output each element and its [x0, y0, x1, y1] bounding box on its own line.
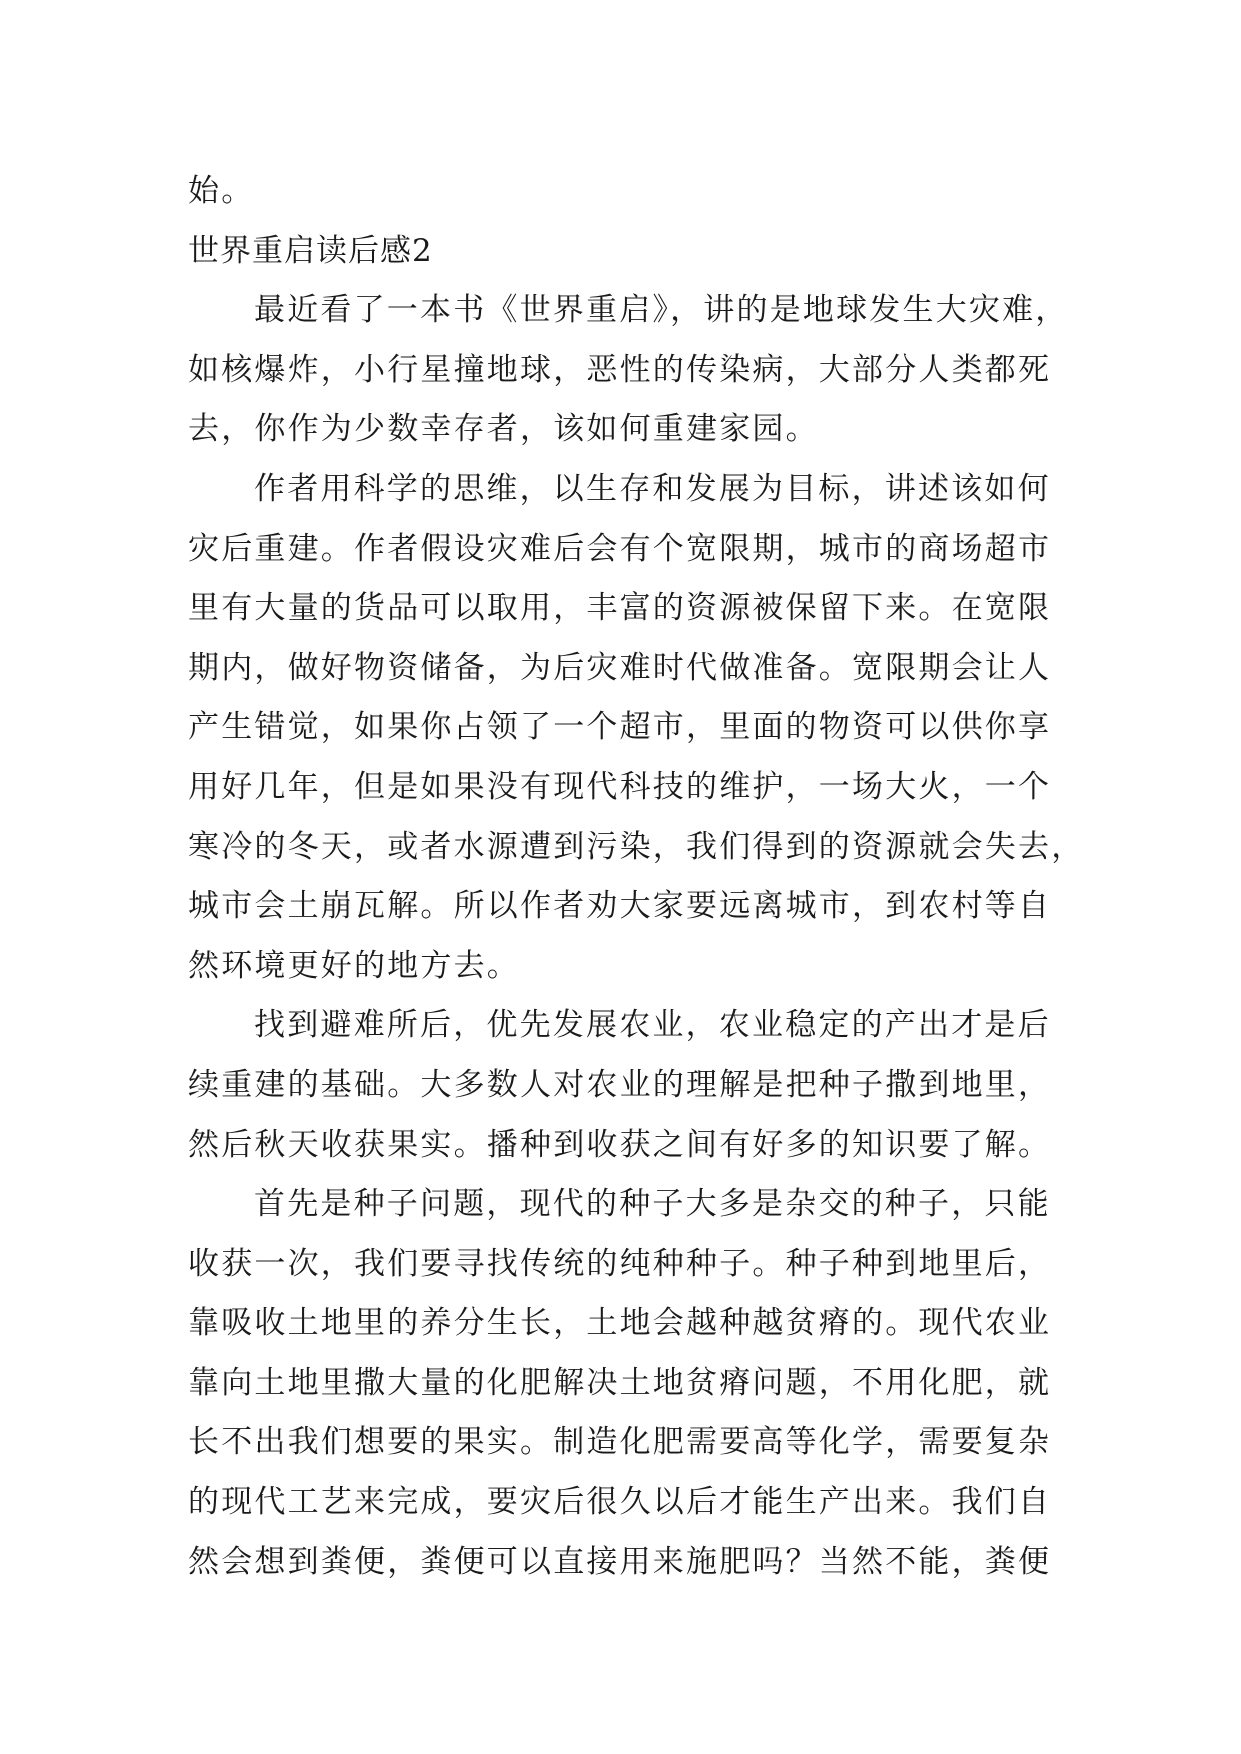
paragraph-line: 靠吸收土地里的养分生长，土地会越种越贫瘠的。现代农业	[188, 1305, 1052, 1342]
paragraph-line: 城市会土崩瓦解。所以作者劝大家要远离城市，到农村等自	[188, 888, 1052, 925]
paragraph-line: 最近看了一本书《世界重启》，讲的是地球发生大灾难，	[254, 292, 1069, 329]
document-body	[188, 162, 1085, 1592]
paragraph-line: 里有大量的货品可以取用，丰富的资源被保留下来。在宽限	[188, 590, 1052, 627]
paragraph-line: 作者用科学的思维，以生存和发展为目标，讲述该如何	[254, 470, 1051, 507]
paragraph-line: 然环境更好的地方去。	[188, 947, 520, 984]
paragraph-line: 续重建的基础。大多数人对农业的理解是把种子撒到地里，	[188, 1066, 1052, 1103]
paragraph-line: 首先是种子问题，现代的种子大多是杂交的种子，只能	[254, 1186, 1051, 1223]
paragraph-line: 如核爆炸，小行星撞地球，恶性的传染病，大部分人类都死	[188, 351, 1052, 388]
paragraph-line: 期内，做好物资储备，为后灾难时代做准备。宽限期会让人	[188, 649, 1052, 686]
paragraph-line: 用好几年，但是如果没有现代科技的维护，一场大火，一个	[188, 768, 1052, 805]
paragraph-line: 的现代工艺来完成，要灾后很久以后才能生产出来。我们自	[188, 1484, 1052, 1521]
paragraph-line: 收获一次，我们要寻找传统的纯种种子。种子种到地里后，	[188, 1245, 1052, 1282]
paragraph-2	[188, 460, 1085, 996]
paragraph-4	[188, 1175, 1068, 1592]
paragraph-line: 然后秋天收获果实。播种到收获之间有好多的知识要了解。	[188, 1126, 1052, 1163]
paragraph-line: 灾后重建。作者假设灾难后会有个宽限期，城市的商场超市	[188, 530, 1052, 567]
paragraph-line: 然会想到粪便，粪便可以直接用来施肥吗？当然不能，粪便	[188, 1543, 1052, 1580]
paragraph-line: 靠向土地里撒大量的化肥解决土地贫瘠问题，不用化肥，就	[188, 1364, 1052, 1401]
paragraph-line: 去，你作为少数幸存者，该如何重建家园。	[188, 411, 819, 448]
paragraph-line: 寒冷的冬天，或者水源遭到污染，我们得到的资源就会失去，	[188, 828, 1085, 865]
paragraph-line: 长不出我们想要的果实。制造化肥需要高等化学，需要复杂	[188, 1424, 1052, 1461]
paragraph-line: 产生错觉，如果你占领了一个超市，里面的物资可以供你享	[188, 709, 1052, 746]
paragraph-3	[188, 996, 1068, 1175]
continuation-text: 始。	[188, 173, 255, 209]
paragraph-1	[188, 281, 1068, 460]
section-heading: 世界重启读后感2	[188, 232, 433, 269]
paragraph-line: 找到避难所后，优先发展农业，农业稳定的产出才是后	[254, 1007, 1051, 1044]
